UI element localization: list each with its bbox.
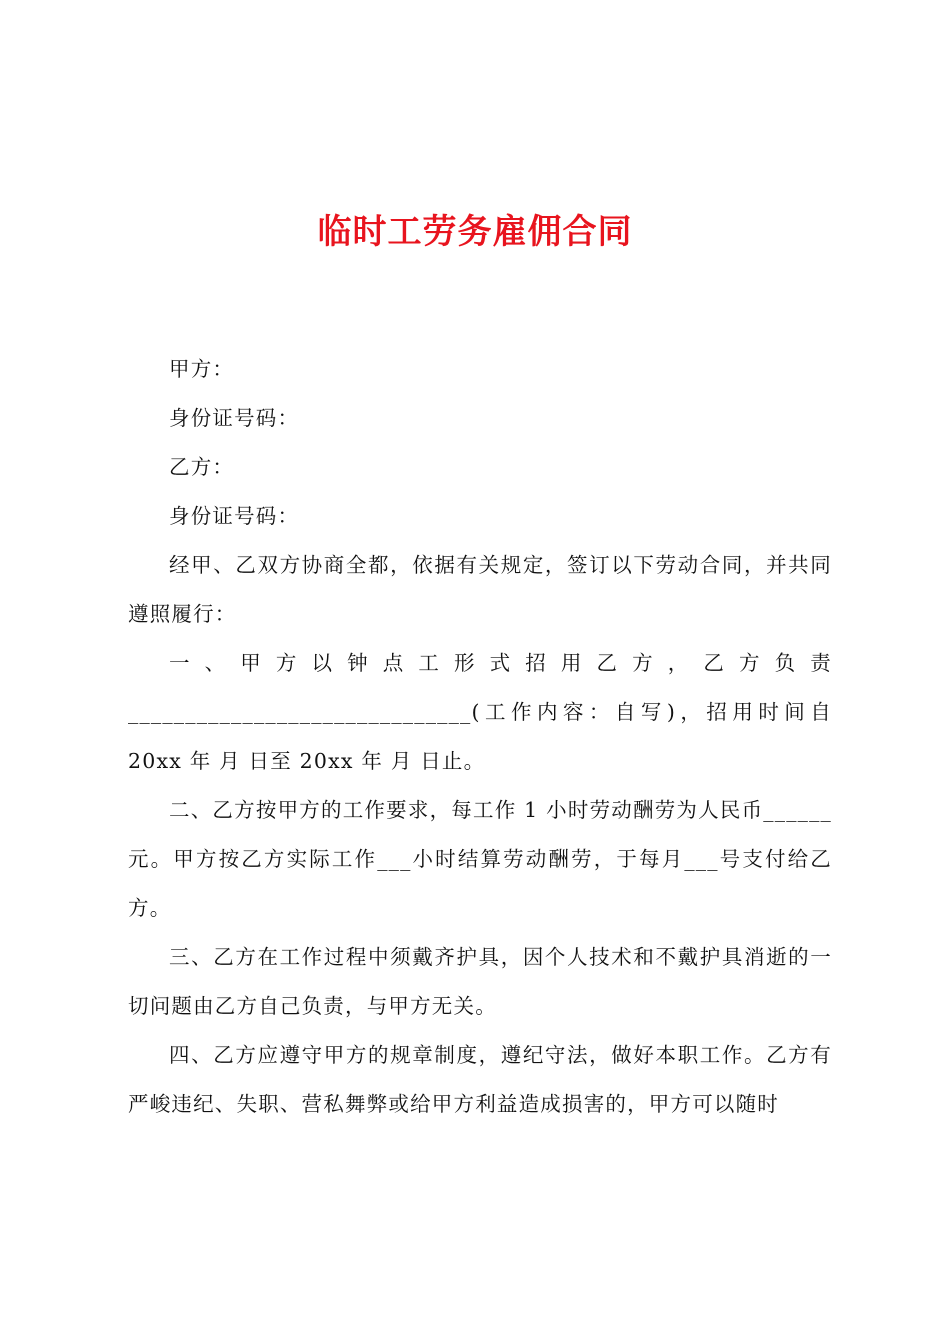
party-a-id-line: 身份证号码： <box>169 406 300 430</box>
party-b-line: 乙方： <box>169 455 235 479</box>
preamble-paragraph: 经甲、乙双方协商全都，依据有关规定，签订以下劳动合同，并共同遵照履行： <box>128 553 832 626</box>
clause-4-paragraph: 四、乙方应遵守甲方的规章制度，遵纪守法，做好本职工作。乙方有严峻违纪、失职、营私舞弊或给甲方利益造成损害的，甲方可以随时 <box>128 1043 832 1116</box>
party-b-id-line: 身份证号码： <box>169 504 300 528</box>
document-body <box>128 345 832 1129</box>
clause-2-paragraph: 二、乙方按甲方的工作要求，每工作 1 小时劳动酬劳为人民币______元。甲方按乙方实际工作___小时结算劳动酬劳，于每月___号支付给乙方。 <box>128 798 832 920</box>
clause-3-paragraph: 三、乙方在工作过程中须戴齐护具，因个人技术和不戴护具消逝的一切问题由乙方自己负责，与甲方无关。 <box>128 945 832 1018</box>
party-a-line: 甲方： <box>169 357 235 381</box>
document-title: 临时工劳务雇佣合同 <box>317 212 633 252</box>
clause-1-paragraph: 一、甲方以钟点工形式招用乙方，乙方负责______________________________(工作内容：自写)，招用时间自 20xx 年 月 日至 20xx 年 月 日止。 <box>128 651 832 773</box>
